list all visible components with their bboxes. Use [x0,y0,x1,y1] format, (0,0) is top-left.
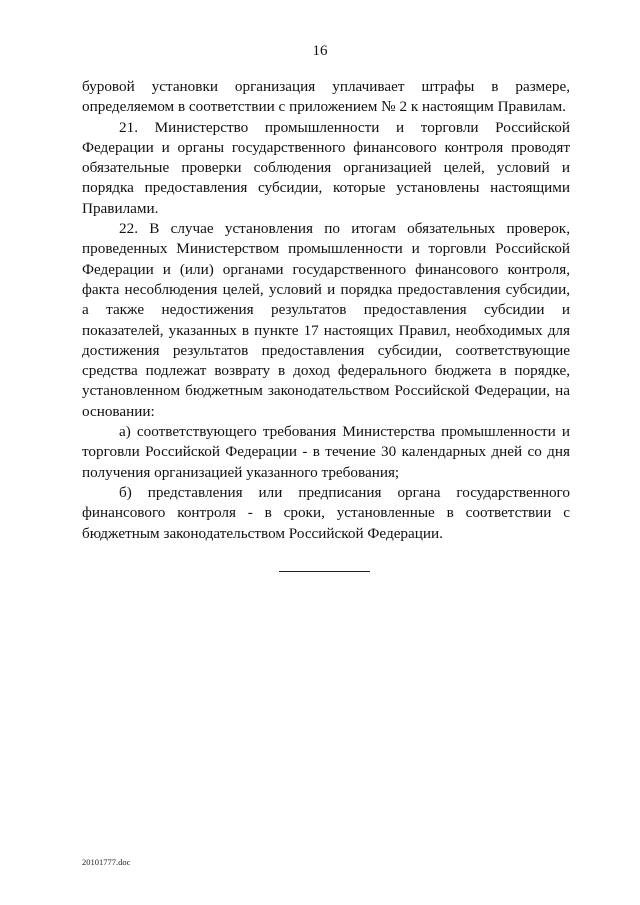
document-body [82,77,570,544]
end-separator-line [279,571,370,572]
footer-filename: 20101777.doc [82,857,131,867]
paragraph-22-b: б) представления или предписания органа государственного финансового контроля - в сроки, установленные в соответствии с бюджетным законодательством Российской Федерации. [82,483,570,542]
paragraph-22: 22. В случае установления по итогам обязательных проверок, проведенных Министерством промышленности и торговли Российской Федерации и (или) органами государственного финансового контроля, факта несоблюдения целей, условий и порядка предоставления субсидии, а также недостижения результатов предоставления субсидии и показателей, указанных в пункте 17 настоящих Правил, необходимых для достижения результатов предоставления субсидии, соответствующие средства подлежат возврату в доход федерального бюджета в порядке, установленном бюджетным законодательством Российской Федерации, на основании: [82,220,570,420]
paragraph-22-a: а) соответствующего требования Министерства промышленности и торговли Российской Федерации - в течение 30 календарных дней со дня получения организацией указанного требования; [82,423,570,481]
page-number: 16 [312,43,328,59]
paragraph-continuation: буровой установки организация уплачивает штрафы в размере, определяемом в соответствии с приложением № 2 к настоящим Правилам. [82,78,570,116]
paragraph-21: 21. Министерство промышленности и торговли Российской Федерации и органы государственного финансового контроля проводят обязательные проверки соблюдения организацией целей, условий и порядка предоставления субсидии, которые установлены настоящими Правилами. [82,118,570,217]
